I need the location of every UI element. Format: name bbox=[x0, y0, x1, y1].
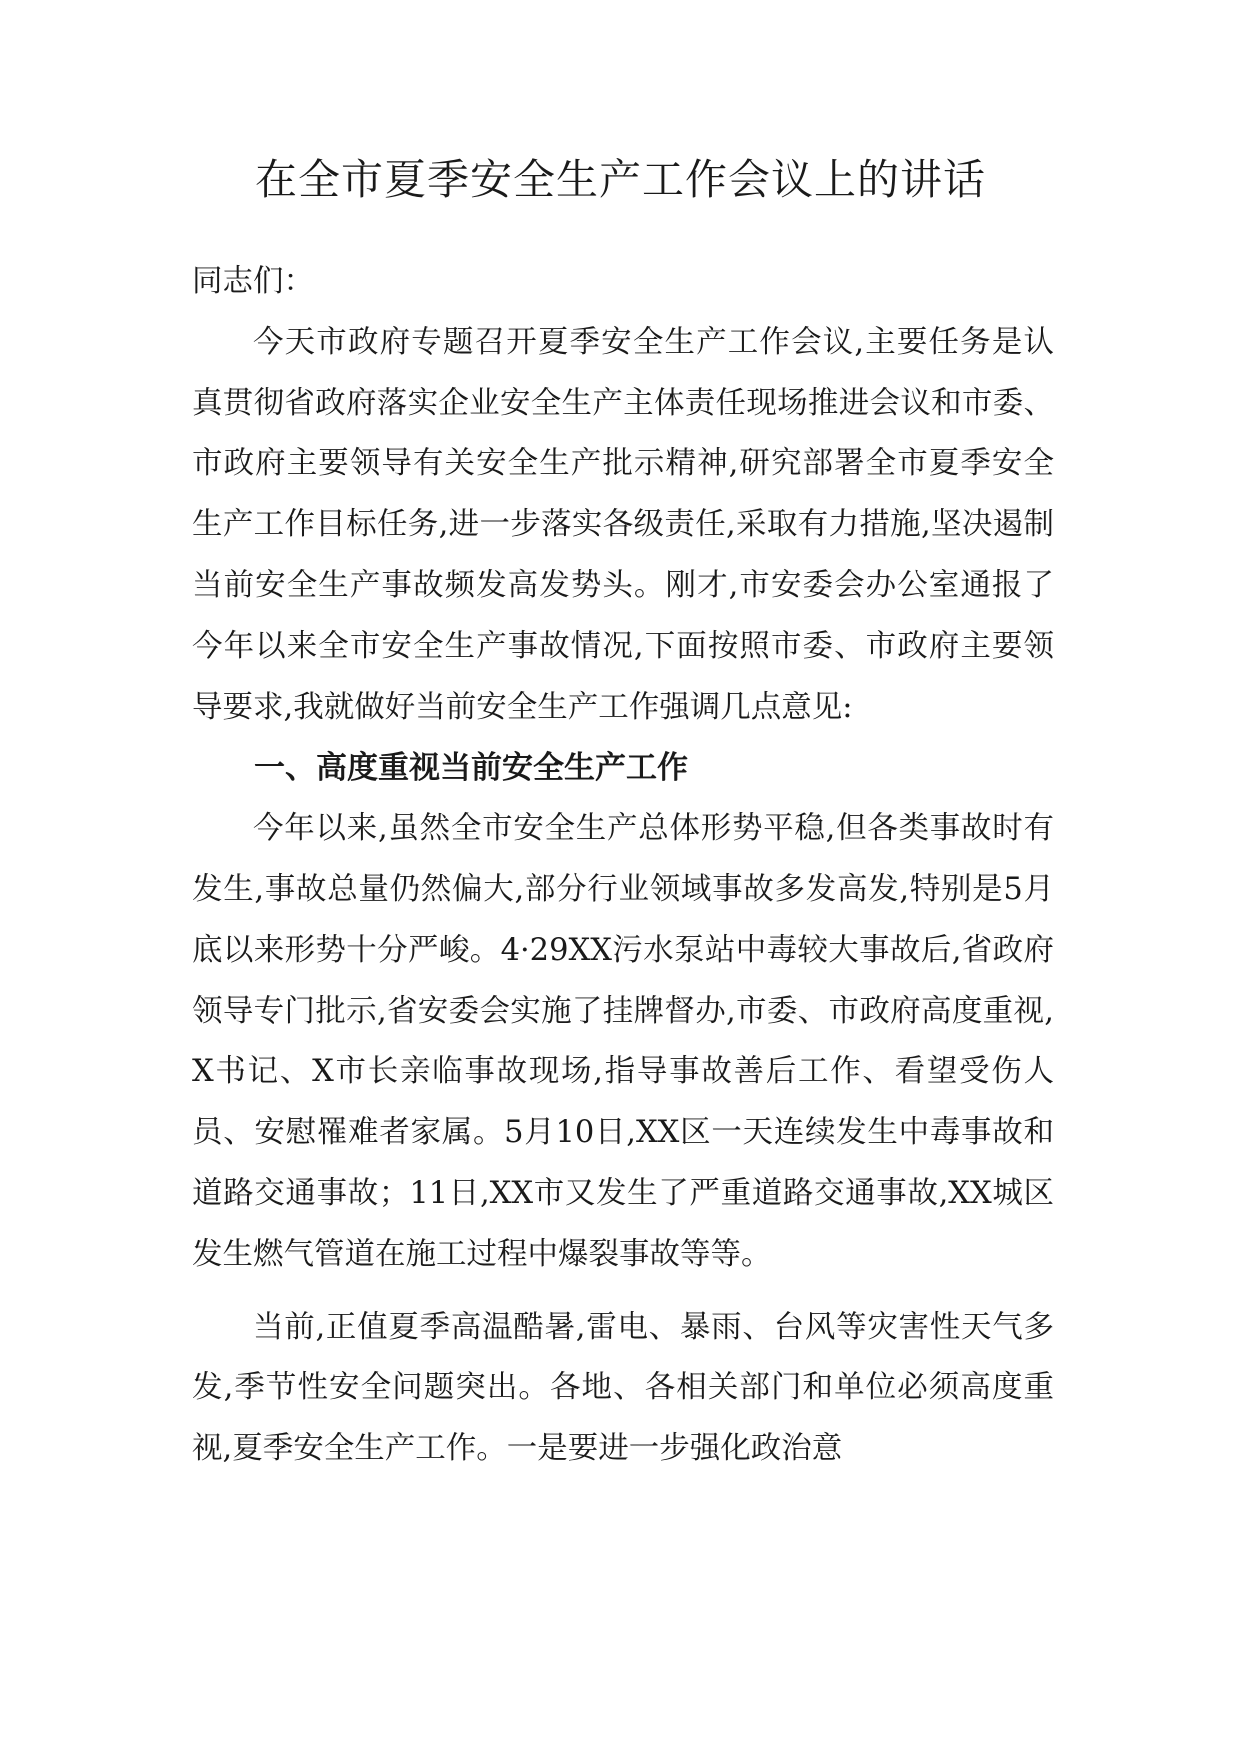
section-heading: 一、高度重视当前安全生产工作 bbox=[254, 750, 688, 787]
section-paragraph: 当前,正值夏季高温酷暑,雷电、暴雨、台风等灾害性天气多发,季节性安全问题突出。各地、各相关部门和单位必须高度重视,夏季安全生产工作。一是要进一步强化政治意 bbox=[192, 1309, 1054, 1467]
section-paragraph: 今年以来,虽然全市安全生产总体形势平稳,但各类事故时有发生,事故总量仍然偏大,部分行业领域事故多发高发,特别是5月底以来形势十分严峻。4·29XX污水泵站中毒较大事故后,省政府领导专门批示,省安委会实施了挂牌督办,市委、市政府高度重视,X书记、X市长亲临事故现场,指导事故善后工作、看望受伤人员、安慰罹难者家属。5月10日,XX区一天连续发生中毒事故和道路交通事故；11日,XX市又发生了严重道路交通事故,XX城区发生燃气管道在施工过程中爆裂事故等等。 bbox=[192, 811, 1054, 1272]
document-title: 在全市夏季安全生产工作会议上的讲话 bbox=[254, 155, 986, 204]
salutation: 同志们： bbox=[192, 264, 314, 299]
intro-paragraph: 今天市政府专题召开夏季安全生产工作会议,主要任务是认真贯彻省政府落实企业安全生产主体责任现场推进会议和市委、市政府主要领导有关安全生产批示精神,研究部署全市夏季安全生产工作目标任务,进一步落实各级责任,采取有力措施,坚决遏制当前安全生产事故频发高发势头。刚才,市安委会办公室通报了今年以来全市安全生产事故情况,下面按照市委、市政府主要领导要求,我就做好当前安全生产工作强调几点意见: bbox=[192, 324, 1054, 725]
document-body bbox=[192, 252, 1054, 1480]
